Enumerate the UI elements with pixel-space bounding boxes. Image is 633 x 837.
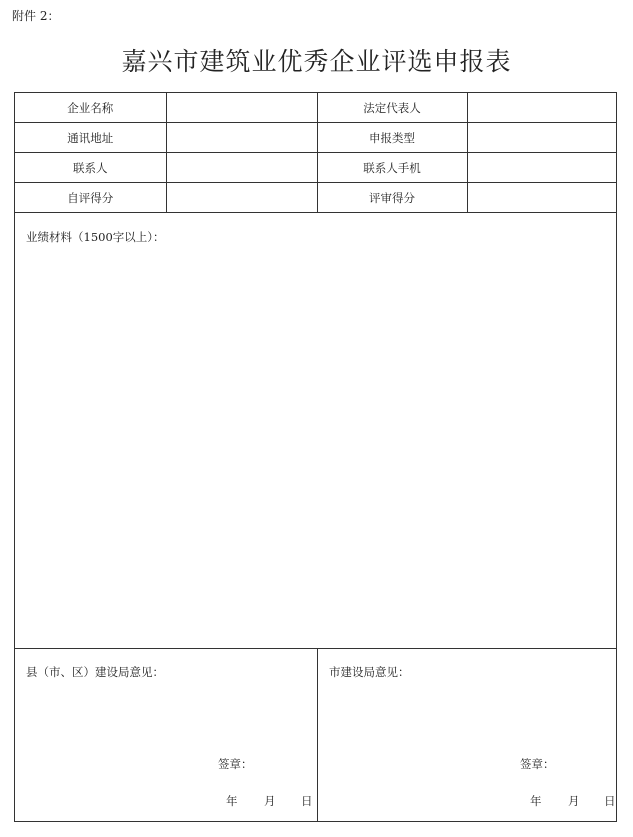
mailing-address-field[interactable]: [166, 123, 317, 153]
attachment-label: 附件 2：: [12, 9, 60, 23]
info-row-scores: [15, 183, 616, 213]
info-row-address: [15, 123, 616, 153]
info-row-company-name: [15, 93, 616, 123]
self-score-field[interactable]: [166, 183, 317, 213]
legal-representative-label: 法定代表人: [317, 93, 467, 123]
contact-person-label: 联系人: [15, 153, 166, 183]
city-seal-label: 签章：: [520, 757, 555, 771]
basic-info-table: [15, 93, 616, 213]
opinions-section: [15, 649, 616, 821]
city-date-month: 月: [568, 794, 580, 808]
review-score-field[interactable]: [467, 183, 616, 213]
county-seal-label: 签章：: [218, 757, 253, 771]
county-bureau-opinion-box[interactable]: [15, 649, 318, 821]
mailing-address-label: 通讯地址: [15, 123, 166, 153]
performance-materials-section[interactable]: [15, 213, 616, 649]
county-bureau-opinion-label: 县（市、区）建设局意见：: [26, 665, 164, 679]
county-date-day: 日: [301, 794, 313, 808]
county-date-year: 年: [226, 794, 238, 808]
performance-materials-label: 业绩材料（1500字以上）：: [26, 230, 165, 244]
self-score-label: 自评得分: [15, 183, 166, 213]
county-date-month: 月: [264, 794, 276, 808]
city-date-year: 年: [530, 794, 542, 808]
legal-representative-field[interactable]: [467, 93, 616, 123]
city-bureau-opinion-box[interactable]: [318, 649, 616, 821]
company-name-field[interactable]: [166, 93, 317, 123]
application-type-field[interactable]: [467, 123, 616, 153]
form-title: 嘉兴市建筑业优秀企业评选申报表: [121, 47, 512, 76]
city-date-day: 日: [604, 794, 616, 808]
application-form: [14, 92, 617, 822]
info-row-contact: [15, 153, 616, 183]
contact-person-field[interactable]: [166, 153, 317, 183]
application-type-label: 申报类型: [317, 123, 467, 153]
contact-phone-field[interactable]: [467, 153, 616, 183]
review-score-label: 评审得分: [317, 183, 467, 213]
company-name-label: 企业名称: [15, 93, 166, 123]
city-bureau-opinion-label: 市建设局意见：: [329, 665, 410, 679]
contact-phone-label: 联系人手机: [317, 153, 467, 183]
